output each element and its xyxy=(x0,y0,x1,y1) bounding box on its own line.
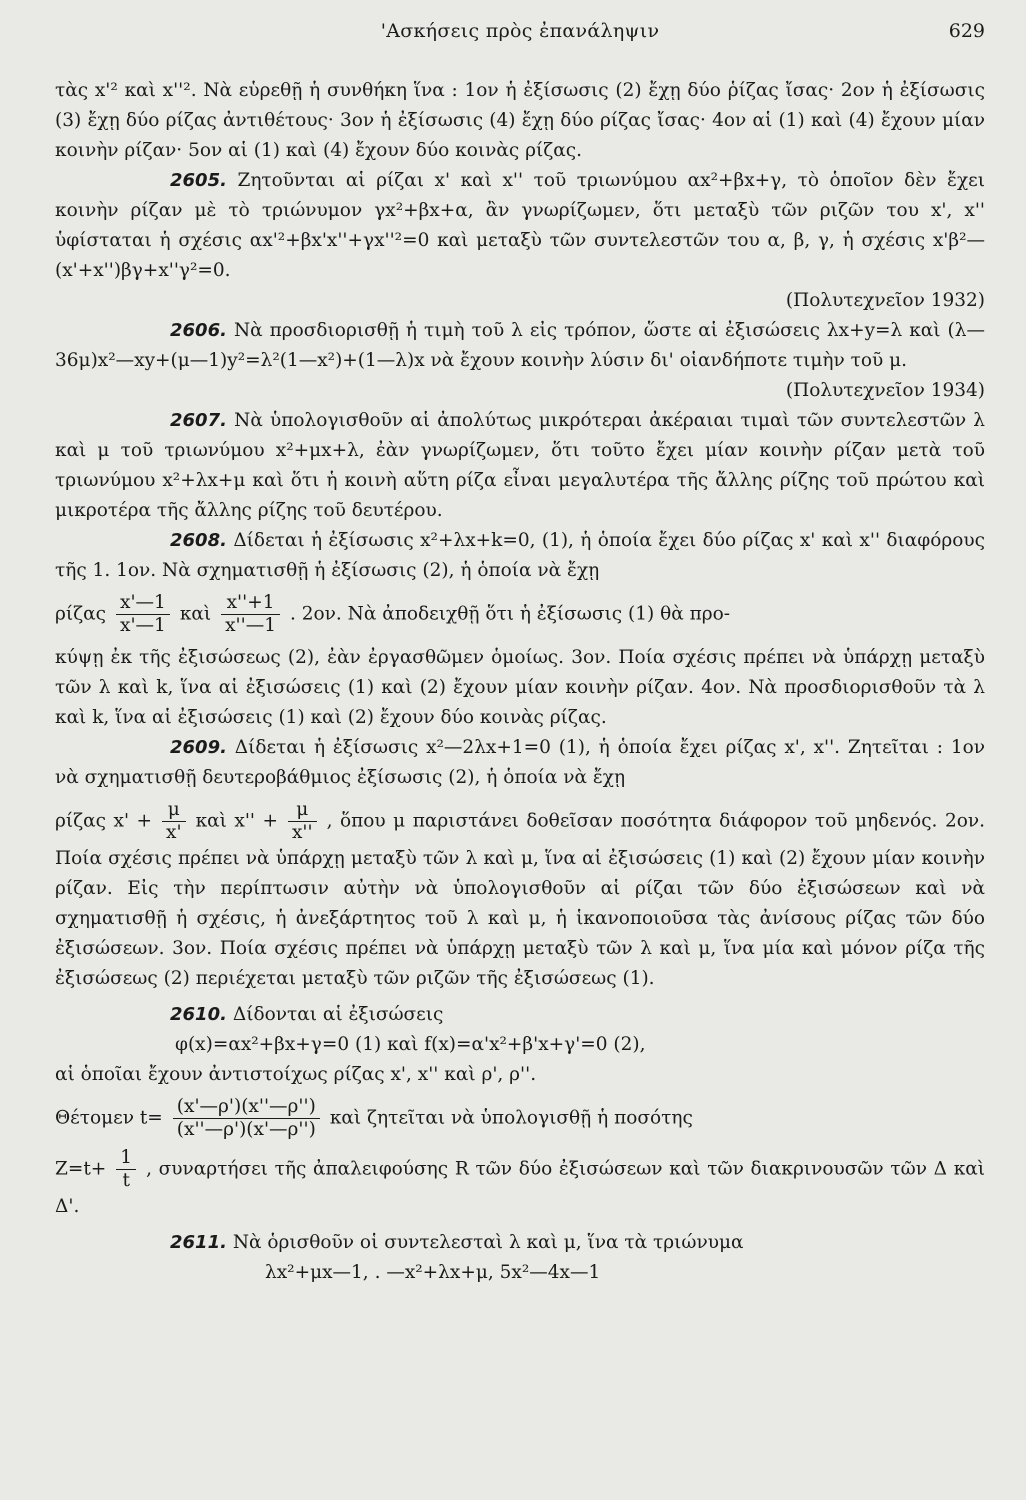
fraction xyxy=(221,592,280,637)
page-number: 629 xyxy=(948,20,985,42)
t-label: Θέτομεν t= xyxy=(55,1107,163,1129)
exercise-2606 xyxy=(55,316,985,376)
exercise-text: Δίδονται αἱ ἐξισώσεις xyxy=(232,1004,444,1025)
denominator: x' xyxy=(166,822,182,843)
exercise-source: (Πολυτεχνεῖον 1934) xyxy=(785,380,985,401)
exercise-number: 2607. xyxy=(170,410,227,431)
t-tail: καὶ ζητεῖται νὰ ὑπολογισθῇ ἡ ποσότης xyxy=(329,1107,693,1129)
word-roots: ρίζας xyxy=(55,603,107,625)
exercise-text: Νὰ προσδιορισθῇ ἡ τιμὴ τοῦ λ εἰς τρόπον, ὥστε αἱ ἐξισώσεις λx+y=λ καὶ (λ—36μ)x²—xy+(μ—1)y²=λ²(1—x²)+(1—λ)x νὰ ἔχουν κοινὴν λύσιν δι' οἱανδήποτε τιμὴν τοῦ μ. xyxy=(55,320,985,371)
z-label: Z=t+ xyxy=(55,1158,107,1180)
term: x'' + xyxy=(234,810,278,832)
exercise-number: 2608. xyxy=(170,530,227,551)
exercise-2605 xyxy=(55,166,985,286)
exercise-text: Δίδεται ἡ ἐξίσωσις x²—2λx+1=0 (1), ἡ ὁποία ἔχει ρίζας x', x''. Ζητεῖται : 1ον νὰ σχηματισθῇ δευτεροβάθμιος ἐξίσωσις (2), ἡ ὁποία νὰ ἔχῃ xyxy=(55,737,985,788)
exercise-number: 2605. xyxy=(170,170,227,191)
denominator: (x''—ρ')(x'—ρ'') xyxy=(176,1119,316,1140)
running-title: 'Ασκήσεις πρὸς ἐπανάληψιν xyxy=(380,20,660,42)
word-and: καὶ xyxy=(179,603,212,625)
exercise-2607 xyxy=(55,406,985,526)
exercise-number: 2610. xyxy=(170,1004,227,1025)
equation-line: φ(x)=αx²+βx+γ=0 (1) καὶ f(x)=α'x²+β'x+γ'=0 (2), xyxy=(175,1034,646,1055)
exercise-number: 2609. xyxy=(170,737,227,758)
exercise-2608 xyxy=(55,526,985,586)
equation-line: λx²+μx—1, . —x²+λx+μ, 5x²—4x—1 xyxy=(265,1262,601,1283)
numerator: x''+1 xyxy=(221,592,280,615)
fraction xyxy=(116,592,170,637)
t-definition xyxy=(55,1096,985,1141)
exercise-number: 2606. xyxy=(170,320,227,341)
exercise-2609 xyxy=(55,733,985,793)
exercise-text-continued: κύψῃ ἐκ τῆς ἐξισώσεως (2), ἐὰν ἐργασθῶμεν ὁμοίως. 3ον. Ποία σχέσις πρέπει νὰ ὑπάρχῃ μεταξὺ τῶν λ καὶ k, ἵνα αἱ ἐξισώσεις (1) καὶ (2) ἔχουν μίαν κοινὴν ρίζαν. 4ον. Νὰ προσδιορισθοῦν τὰ λ καὶ k, ἵνα αἱ ἐξισώσεις (1) καὶ (2) ἔχουν δύο κοινὰς ρίζας. xyxy=(55,647,985,728)
numerator: μ xyxy=(288,799,317,822)
fraction xyxy=(116,1147,136,1192)
exercise-text: Νὰ ὁρισθοῦν οἱ συντελεσταὶ λ καὶ μ, ἵνα τὰ τριώνυμα xyxy=(232,1232,744,1253)
page-body xyxy=(55,76,985,1288)
exercise-number: 2611. xyxy=(170,1232,227,1253)
numerator: x'—1 xyxy=(116,592,170,615)
exercise-text: Δίδεται ἡ ἐξίσωσις x²+λx+k=0, (1), ἡ ὁποία ἔχει δύο ρίζας x' καὶ x'' διαφόρους τῆς 1. 1ον. Νὰ σχηματισθῇ ἡ ἐξίσωσις (2), ἡ ὁποία νὰ ἔχῃ xyxy=(55,530,985,581)
word-roots: ρίζας xyxy=(55,810,107,832)
term: x' + xyxy=(113,810,153,832)
numerator: μ xyxy=(162,799,186,822)
fraction xyxy=(162,799,186,844)
denominator: x'—1 xyxy=(120,615,166,636)
fraction-line xyxy=(55,592,985,637)
fraction-line-tail: . 2ον. Νὰ ἀποδειχθῇ ὅτι ἡ ἐξίσωσις (1) θὰ προ- xyxy=(290,603,731,625)
numerator: (x'—ρ')(x''—ρ'') xyxy=(173,1096,320,1119)
fraction xyxy=(288,799,317,844)
exercise-2611 xyxy=(55,1228,985,1258)
denominator: x''—1 xyxy=(225,615,276,636)
z-definition xyxy=(55,1147,985,1222)
fraction-paragraph xyxy=(55,799,985,994)
exercise-text: Νὰ ὑπολογισθοῦν αἱ ἀπολύτως μικρότεραι ἀκέραιαι τιμαὶ τῶν συντελεστῶν λ καὶ μ τοῦ τριωνύμου x²+μx+λ, ἐὰν γνωρίζωμεν, ὅτι τοῦτο ἔχει μίαν κοινὴν ρίζαν μετὰ τοῦ τριωνύμου x²+λx+μ καὶ ὅτι ἡ κοινὴ αὕτη ρίζα εἶναι μεγαλυτέρα τῆς ἄλλης ρίζης τοῦ πρώτου καὶ μικροτέρα τῆς ἄλλης ρίζης τοῦ δευτέρου. xyxy=(55,410,985,521)
exercise-source: (Πολυτεχνεῖον 1932) xyxy=(785,290,985,311)
fraction-paragraph-tail: , ὅπου μ παριστάνει δοθεῖσαν ποσότητα διάφορον τοῦ μηδενός. 2ον. Ποία σχέσις πρέπει νὰ ὑπάρχῃ μεταξὺ τῶν λ καὶ μ, ἵνα αἱ ἐξισώσεις (1) καὶ (2) ἔχουν μίαν κοινὴν ρίζαν. Εἰς τὴν περίπτωσιν αὐτὴν νὰ ὑπολογισθοῦν αἱ ρίζαι τῶν δύο ἐξισώσεων καὶ νὰ σχηματισθῇ ἡ σχέσις, ἡ ἀνεξάρτητος τοῦ λ καὶ μ, ἡ ἱκανοποιοῦσα τὰς ἀνίσους ρίζας τῶν δύο ἐξισώσεων. 3ον. Ποία σχέσις πρέπει νὰ ὑπάρχῃ μεταξὺ τῶν λ καὶ μ, ἵνα μία καὶ μόνον ρίζα τῆς ἐξισώσεως (2) περιέχεται μεταξὺ τῶν ριζῶν τῆς ἐξισώσεως (1). xyxy=(55,810,985,989)
exercise-2610 xyxy=(55,1000,985,1030)
numerator: 1 xyxy=(116,1147,136,1170)
z-tail: , συναρτήσει τῆς ἀπαλειφούσης R τῶν δύο ἐξισώσεων καὶ τῶν διακρινουσῶν τῶν Δ καὶ Δ'. xyxy=(55,1158,985,1217)
page-header xyxy=(55,20,985,50)
word-and: καὶ xyxy=(195,810,227,832)
exercise-text: Ζητοῦνται αἱ ρίζαι x' καὶ x'' τοῦ τριωνύμου αx²+βx+γ, τὸ ὁποῖον δὲν ἔχει κοινὴν ρίζαν μὲ τὸ τριώνυμον γx²+βx+α, ἂν γνωρίζωμεν, ὅτι μεταξὺ τῶν ριζῶν του x', x'' ὑφίσταται ἡ σχέσις αx'²+βx'x''+γx''²=0 καὶ μεταξὺ τῶν συντελεστῶν του α, β, γ, ἡ σχέσις x'β²—(x'+x'')βγ+x''γ²=0. xyxy=(55,170,985,281)
intro-paragraph: τὰς x'² καὶ x''². Νὰ εὑρεθῇ ἡ συνθήκη ἵνα : 1ον ἡ ἐξίσωσις (2) ἔχῃ δύο ῥίζας ἴσας· 2ον ἡ ἐξίσωσις (3) ἔχῃ δύο ρίζας ἀντιθέτους· 3ον ἡ ἐξίσωσις (4) ἔχῃ δύο ρίζας ἴσας· 4ον αἱ (1) καὶ (4) ἔχουν μίαν κοινὴν ρίζαν· 5ον αἱ (1) καὶ (4) ἔχουν δύο κοινὰς ρίζας. xyxy=(55,80,985,161)
denominator: t xyxy=(122,1170,130,1191)
fraction xyxy=(173,1096,320,1141)
denominator: x'' xyxy=(292,822,313,843)
text-line: αἱ ὁποῖαι ἔχουν ἀντιστοίχως ρίζας x', x'' καὶ ρ', ρ''. xyxy=(55,1064,537,1085)
